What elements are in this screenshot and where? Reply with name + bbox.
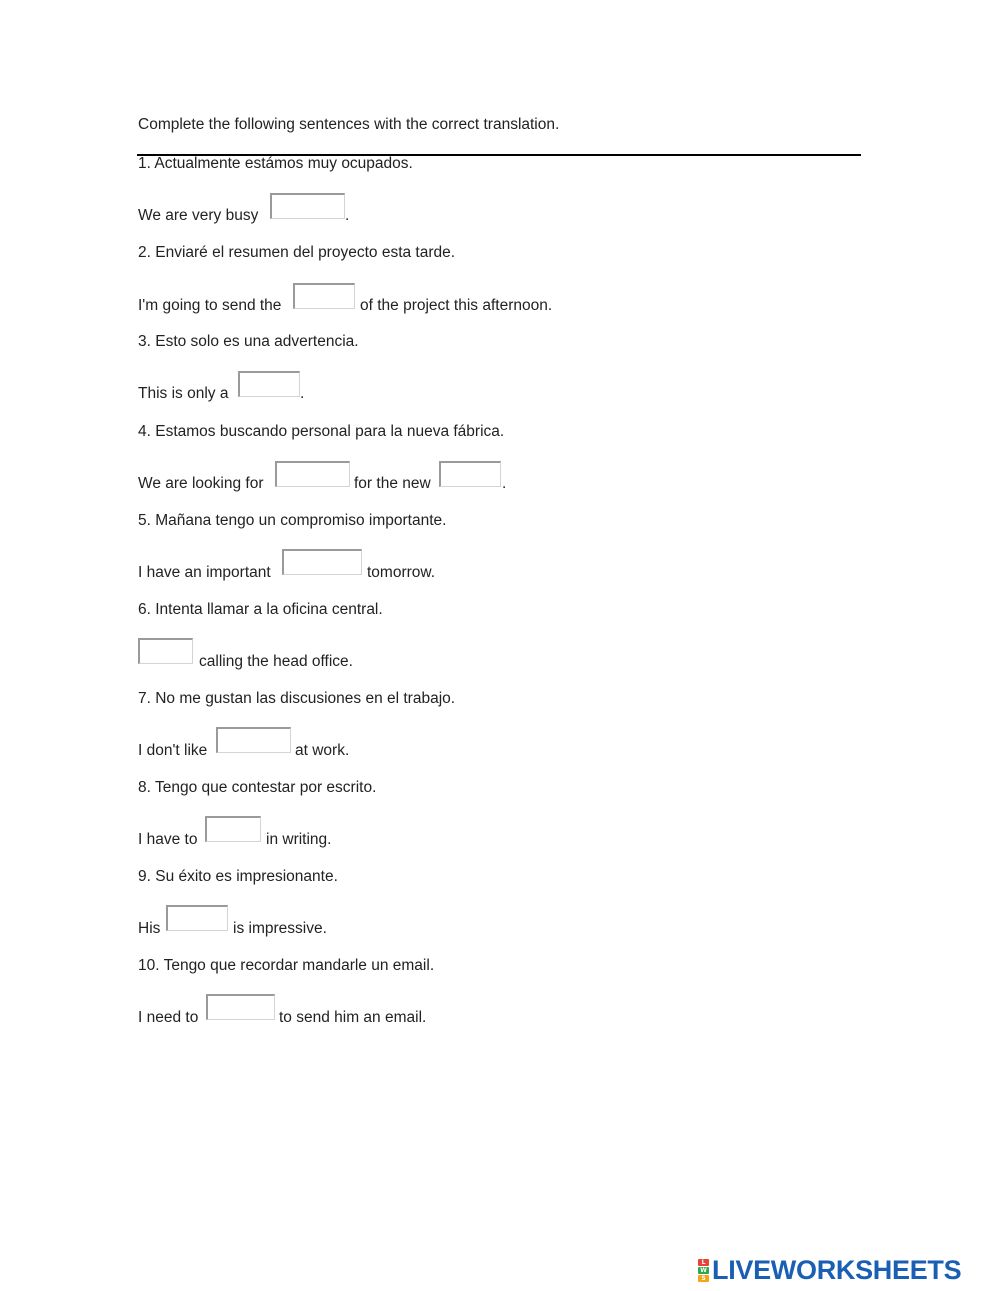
sentence-4-end: . xyxy=(502,475,507,492)
logo-cube-s: S xyxy=(698,1275,709,1282)
sentence-8-start: I have to xyxy=(138,831,198,848)
answer-input-7[interactable] xyxy=(216,727,291,753)
logo-cube-l: L xyxy=(698,1259,709,1266)
sentence-7-start: I don't like xyxy=(138,742,208,759)
answer-input-3[interactable] xyxy=(238,371,300,397)
question-3: 3. Esto solo es una advertencia. xyxy=(138,333,359,350)
question-8: 8. Tengo que contestar por escrito. xyxy=(138,779,377,796)
sentence-3-start: This is only a xyxy=(138,385,229,402)
logo-text: LIVEWORKSHEETS xyxy=(712,1255,962,1285)
question-1: 1. Actualmente estámos muy ocupados. xyxy=(138,155,413,172)
sentence-5-end: tomorrow. xyxy=(367,564,436,581)
question-5: 5. Mañana tengo un compromiso importante. xyxy=(138,512,447,529)
question-9: 9. Su éxito es impresionante. xyxy=(138,868,338,885)
sentence-2-end: of the project this afternoon. xyxy=(360,297,553,314)
answer-input-5[interactable] xyxy=(282,549,362,575)
logo-cubes-icon xyxy=(698,1259,709,1282)
instructions: Complete the following sentences with the correct translation. xyxy=(138,116,560,133)
question-10: 10. Tengo que recordar mandarle un email. xyxy=(138,957,435,974)
sentence-5-start: I have an important xyxy=(138,564,271,581)
sentence-4-start: We are looking for xyxy=(138,475,264,492)
sentence-3-end: . xyxy=(300,385,305,402)
sentence-4-middle: for the new xyxy=(354,475,431,492)
answer-input-10[interactable] xyxy=(206,994,275,1020)
answer-input-1[interactable] xyxy=(270,193,345,219)
sentence-8-end: in writing. xyxy=(266,831,332,848)
question-4: 4. Estamos buscando personal para la nueva fábrica. xyxy=(138,423,505,440)
sentence-6-end: calling the head office. xyxy=(199,653,353,670)
sentence-9-start: His xyxy=(138,920,161,937)
answer-input-6[interactable] xyxy=(138,638,193,664)
answer-input-4b[interactable] xyxy=(439,461,501,487)
sentence-2-start: I'm going to send the xyxy=(138,297,282,314)
sentence-7-end: at work. xyxy=(295,742,350,759)
sentence-1-start: We are very busy xyxy=(138,207,259,224)
sentence-9-end: is impressive. xyxy=(233,920,327,937)
logo-cube-w: W xyxy=(698,1267,709,1274)
answer-input-9[interactable] xyxy=(166,905,228,931)
answer-input-4a[interactable] xyxy=(275,461,350,487)
question-6: 6. Intenta llamar a la oficina central. xyxy=(138,601,383,618)
answer-input-8[interactable] xyxy=(205,816,261,842)
sentence-10-start: I need to xyxy=(138,1009,199,1026)
question-2: 2. Enviaré el resumen del proyecto esta tarde. xyxy=(138,244,456,261)
sentence-10-end: to send him an email. xyxy=(279,1009,427,1026)
sentence-1-end: . xyxy=(345,207,350,224)
question-7: 7. No me gustan las discusiones en el trabajo. xyxy=(138,690,456,707)
liveworksheets-logo xyxy=(698,1255,961,1285)
answer-input-2[interactable] xyxy=(293,283,355,309)
